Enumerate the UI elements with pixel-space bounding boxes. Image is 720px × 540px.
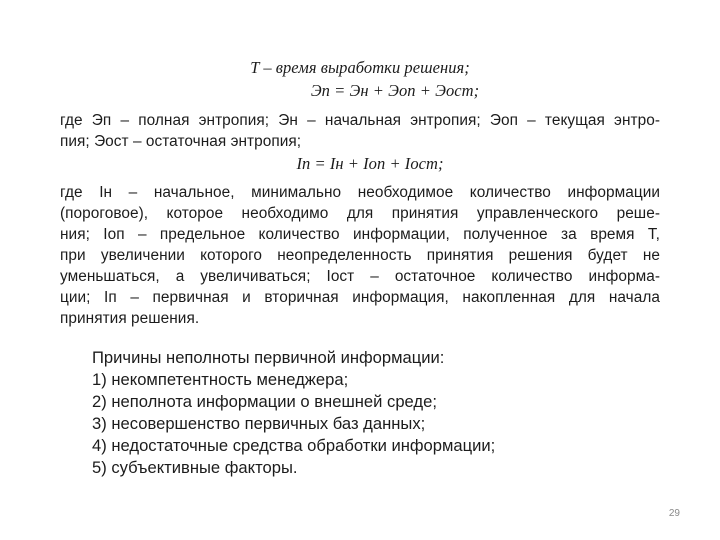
info-definition-line-4: при увеличении которого неопределенность принятия решения будет не [60, 247, 660, 264]
info-definition-line-7: принятия решения. [60, 310, 200, 327]
entropy-definition-line-2: пия; Эост – остаточная энтропия; [60, 133, 302, 150]
info-definition-line-1: где Iн – начальное, минимально необходимое количество информации [60, 184, 660, 201]
info-definition-line-5: уменьшаться, а увеличиваться; Iост – остаточное количество информа- [60, 268, 660, 285]
reason-item-5: 5) субъективные факторы. [92, 458, 298, 477]
formula-information: Iп = Iн + Iоп + Iост; [296, 154, 444, 173]
info-definition-line-3: ния; Iоп – предельное количество информации, полученное за время T, [60, 226, 660, 243]
formula-entropy: Эп = Эн + Эоп + Эост; [310, 81, 480, 100]
reason-item-1: 1) некомпетентность менеджера; [92, 370, 349, 389]
formula-time-definition: T – время выработки решения; [250, 58, 470, 77]
reason-item-3: 3) несовершенство первичных баз данных; [92, 414, 426, 433]
entropy-definition-line-1: где Эп – полная энтропия; Эн – начальная энтропия; Эоп – текущая энтро- [60, 112, 660, 129]
reason-item-2: 2) неполнота информации о внешней среде; [92, 392, 437, 411]
page-number: 29 [668, 508, 680, 519]
info-definition-line-2: (пороговое), которое необходимо для принятия управленческого реше- [60, 205, 660, 222]
info-definition-line-6: ции; Iп – первичная и вторичная информация, накопленная для начала [60, 289, 660, 306]
reasons-title: Причины неполноты первичной информации: [92, 348, 445, 367]
reason-item-4: 4) недостаточные средства обработки информации; [92, 436, 496, 455]
